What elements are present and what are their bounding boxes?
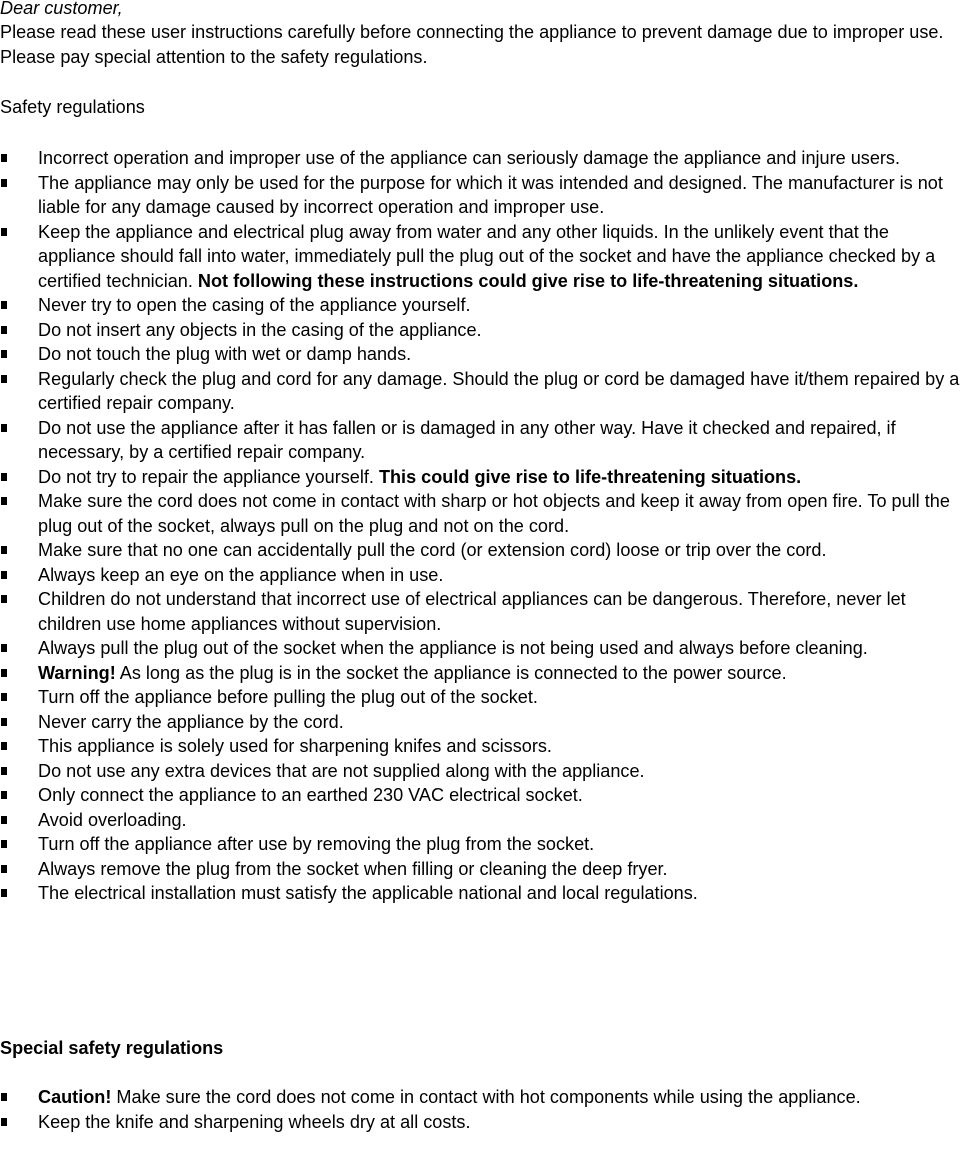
safety-item — [0, 465, 960, 490]
square-bullet-icon — [1, 375, 7, 383]
square-bullet-icon — [1, 228, 7, 236]
item-text: Never try to open the casing of the appliance yourself. — [38, 295, 471, 315]
item-text: Do not use any extra devices that are not supplied along with the appliance. — [38, 760, 645, 781]
square-bullet-icon — [1, 1093, 7, 1101]
item-text: The appliance may only be used for the purpose for which it was intended and designed. The manufacturer is not liable for any damage caused by incorrect operation and improper use. — [38, 172, 943, 217]
item-text: Make sure the cord does not come in contact with sharp or hot objects and keep it away from open fire. To pull the plug out of the socket, always pull on the plug and not on the cord. — [38, 491, 950, 536]
square-bullet-icon — [1, 669, 7, 677]
item-text: Never carry the appliance by the cord. — [38, 711, 344, 732]
item-text: Do not touch the plug with wet or damp hands. — [38, 344, 412, 364]
safety-item — [0, 367, 960, 416]
safety-item — [0, 293, 960, 318]
square-bullet-icon — [1, 742, 7, 750]
item-text: Always keep an eye on the appliance when in use. — [38, 564, 444, 585]
warning-emphasis-text: Not following these instructions could give rise to life-threatening situations. — [197, 270, 859, 291]
square-bullet-icon — [1, 154, 7, 162]
special-safety-regulations-list — [0, 1085, 960, 1134]
square-bullet-icon — [1, 816, 7, 824]
safety-item — [0, 220, 960, 294]
square-bullet-icon — [1, 889, 7, 897]
item-text: The electrical installation must satisfy the applicable national and local regulations. — [38, 883, 698, 903]
square-bullet-icon — [1, 644, 7, 652]
item-text: Do not use the appliance after it has fallen or is damaged in any other way. Have it checked and repaired, if necessary, by a certified repair company. — [38, 417, 896, 462]
greeting: Dear customer, — [0, 0, 123, 18]
square-bullet-icon — [1, 546, 7, 554]
safety-item — [0, 587, 960, 636]
item-text: Do not try to repair the appliance yourself. — [38, 466, 379, 487]
item-text: Children do not understand that incorrect use of electrical appliances can be dangerous. Therefore, never let children use home appliances without supervision. — [38, 589, 906, 634]
square-bullet-icon — [1, 865, 7, 873]
square-bullet-icon — [1, 424, 7, 432]
special-item — [0, 1085, 960, 1110]
safety-item — [0, 661, 960, 686]
safety-item — [0, 318, 960, 343]
square-bullet-icon — [1, 1118, 7, 1126]
safety-item — [0, 783, 960, 808]
safety-item — [0, 881, 960, 906]
safety-item — [0, 685, 960, 710]
square-bullet-icon — [1, 301, 7, 309]
safety-item — [0, 538, 960, 563]
item-text: Always remove the plug from the socket when filling or cleaning the deep fryer. — [38, 858, 668, 879]
item-text: Keep the knife and sharpening wheels dry at all costs. — [38, 1111, 471, 1132]
square-bullet-icon — [1, 350, 7, 358]
item-text: This appliance is solely used for sharpening knifes and scissors. — [38, 736, 552, 756]
square-bullet-icon — [1, 718, 7, 726]
safety-item — [0, 342, 960, 367]
item-text: Avoid overloading. — [38, 809, 187, 830]
safety-regulations-heading: Safety regulations — [0, 97, 145, 117]
safety-item — [0, 857, 960, 882]
square-bullet-icon — [1, 497, 7, 505]
item-text: Incorrect operation and improper use of the appliance can seriously damage the appliance and injure users. — [38, 148, 900, 168]
item-text: Make sure that no one can accidentally pull the cord (or extension cord) loose or trip over the cord. — [38, 540, 827, 560]
square-bullet-icon — [1, 326, 7, 334]
safety-item — [0, 146, 960, 171]
item-text: As long as the plug is in the socket the appliance is connected to the power source. — [115, 662, 787, 683]
item-text: Turn off the appliance before pulling the plug out of the socket. — [38, 687, 538, 707]
safety-item — [0, 808, 960, 833]
emphasis-label: Caution! — [38, 1087, 112, 1107]
square-bullet-icon — [1, 473, 7, 481]
item-text: Regularly check the plug and cord for any damage. Should the plug or cord be damaged have it/them repaired by a certified repair company. — [38, 368, 960, 413]
item-text: Make sure the cord does not come in contact with hot components while using the appliance. — [111, 1087, 861, 1107]
safety-item — [0, 832, 960, 857]
square-bullet-icon — [1, 767, 7, 775]
intro-paragraph: Please read these user instructions carefully before connecting the appliance to prevent damage due to improper use. Please pay special attention to the safety regulations. — [0, 22, 944, 67]
safety-item — [0, 489, 960, 538]
warning-emphasis-text: This could give rise to life-threatening situations. — [378, 466, 802, 487]
square-bullet-icon — [1, 571, 7, 579]
safety-item — [0, 759, 960, 784]
safety-item — [0, 563, 960, 588]
safety-item — [0, 171, 960, 220]
safety-item — [0, 636, 960, 661]
square-bullet-icon — [1, 840, 7, 848]
emphasis-label: Warning! — [38, 662, 116, 683]
special-safety-regulations-heading: Special safety regulations — [0, 1038, 224, 1058]
square-bullet-icon — [1, 791, 7, 799]
safety-regulations-list — [0, 146, 960, 906]
item-text: Always pull the plug out of the socket when the appliance is not being used and always before cleaning. — [38, 638, 868, 658]
square-bullet-icon — [1, 595, 7, 603]
safety-item — [0, 710, 960, 735]
item-text: Turn off the appliance after use by removing the plug from the socket. — [38, 834, 595, 854]
safety-item — [0, 416, 960, 465]
item-text: Do not insert any objects in the casing of the appliance. — [38, 319, 482, 340]
item-text: Only connect the appliance to an earthed 230 VAC electrical socket. — [38, 785, 583, 805]
square-bullet-icon — [1, 693, 7, 701]
item-text: Keep the appliance and electrical plug away from water and any other liquids. In the unlikely event that the appliance should fall into water, immediately pull the plug out of the socket and have the appliance checked by a certified technician. — [38, 221, 936, 291]
safety-item — [0, 734, 960, 759]
square-bullet-icon — [1, 179, 7, 187]
special-item — [0, 1110, 960, 1135]
